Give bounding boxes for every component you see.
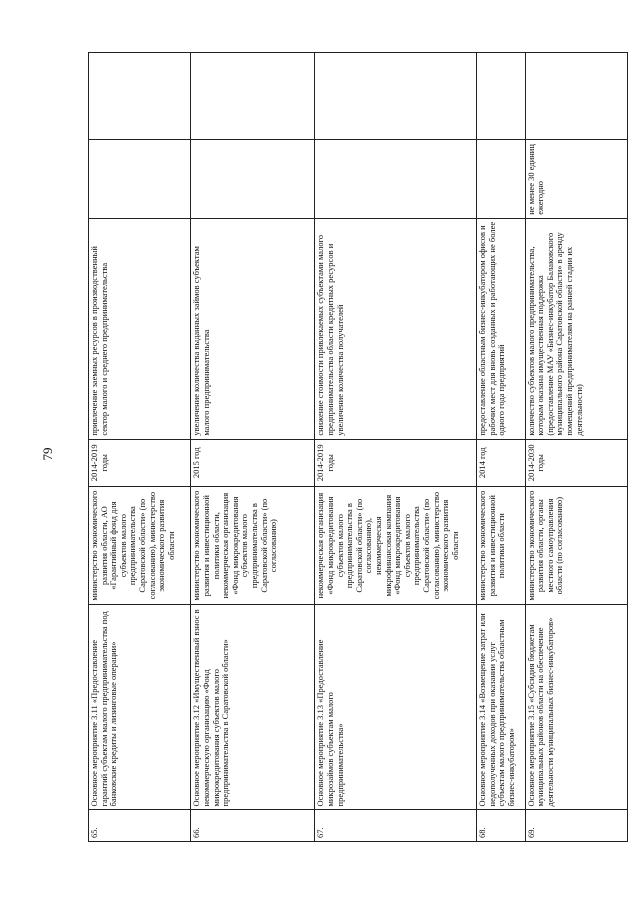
row-number: 68. <box>477 810 526 842</box>
table-row <box>191 53 315 842</box>
event-cell: Основное мероприятие 3.12 «Имущественный взнос в некоммерческую организацию «Фонд микрокредитования субъектов малого предпринимательства в Саратовской области» <box>191 605 315 810</box>
result-cell: количество субъектов малого предпринимательства, которым оказана имущественная поддержка (предоставление МАУ «Бизнес-инкубатор Балаковского муниципального района Саратовской области» в аренду помещений предпринимателям на ранней стадии их деятельности) <box>525 218 627 439</box>
event-cell: Основное мероприятие 3.13 «Предоставление микрозаймов субъектам малого предпринимательства» <box>315 605 477 810</box>
period-cell: 2014 год <box>477 439 526 486</box>
extra-cell <box>525 53 627 140</box>
result-cell: привлечение заемных ресурсов в производственный сектор малого и среднего предпринимательства <box>89 218 191 439</box>
table-row <box>477 53 526 842</box>
result-cell: предоставление областным бизнес-инкубатором офисов и рабочих мест для вновь созданных и работающих не более одного года предприятий <box>477 218 526 439</box>
event-cell: Основное мероприятие 3.11 «Предоставление гарантий субъектам малого предпринимательства под банковские кредиты и лизинговые операции» <box>89 605 191 810</box>
result-cell: снижение стоимости привлекаемых субъектами малого предпринимательства области кредитных ресурсов и увеличение количества получателей <box>315 218 477 439</box>
row-number: 65. <box>89 810 191 842</box>
extra-cell <box>315 53 477 140</box>
program-table <box>88 52 628 842</box>
indicator-cell <box>89 139 191 218</box>
row-number: 66. <box>191 810 315 842</box>
table-row <box>315 53 477 842</box>
table-row <box>525 53 627 842</box>
indicator-cell: не менее 30 единиц ежегодно <box>525 139 627 218</box>
period-cell: 2014-2030 годы <box>525 439 627 486</box>
indicator-cell <box>315 139 477 218</box>
event-cell: Основное мероприятие 3.14 «Возмещение затрат или недополученных доходов при оказании услуг субъектам малого предпринимательства областным бизнес-инкубатором» <box>477 605 526 810</box>
event-cell: Основное мероприятие 3.15 «Субсидия бюджетам муниципальных районов области на обеспечение деятельности муниципальных бизнес-инкубаторов» <box>525 605 627 810</box>
period-cell: 2014-2019 годы <box>89 439 191 486</box>
extra-cell <box>191 53 315 140</box>
indicator-cell <box>477 139 526 218</box>
row-number: 67. <box>315 810 477 842</box>
extra-cell <box>477 53 526 140</box>
responsible-cell: министерство экономического развития области, АО «Гарантийный фонд для субъектов малого предпринимательства Саратовской области» (по согласованию), министерство экономического развития области <box>89 486 191 604</box>
responsible-cell: некоммерческая организация «Фонд микрокредитования субъектов малого предпринимательства в Саратовской области» (по согласованию), некоммерческая микрофинансовая компания «Фонд микрокредитования субъектов малого предпринимательства Саратовской области» (по согласованию), министерство экономического развития области <box>315 486 477 604</box>
result-cell: увеличение количества выданных займов субъектам малого предпринимательства <box>191 218 315 439</box>
responsible-cell: министерство экономического развития и инвестиционной политики области <box>477 486 526 604</box>
period-cell: 2015 год <box>191 439 315 486</box>
indicator-cell <box>191 139 315 218</box>
period-cell: 2014-2019 годы <box>315 439 477 486</box>
row-number: 69. <box>525 810 627 842</box>
table-row <box>89 53 191 842</box>
page-number: 79 <box>40 447 55 461</box>
extra-cell <box>89 53 191 140</box>
responsible-cell: министерство экономического развития области, органы местного самоуправления области (по согласованию) <box>525 486 627 604</box>
responsible-cell: министерство экономического развития и инвестиционной политики области, некоммерческая организация «Фонд микрокредитования субъектов малого предпринимательства в Саратовской области» (по согласованию) <box>191 486 315 604</box>
